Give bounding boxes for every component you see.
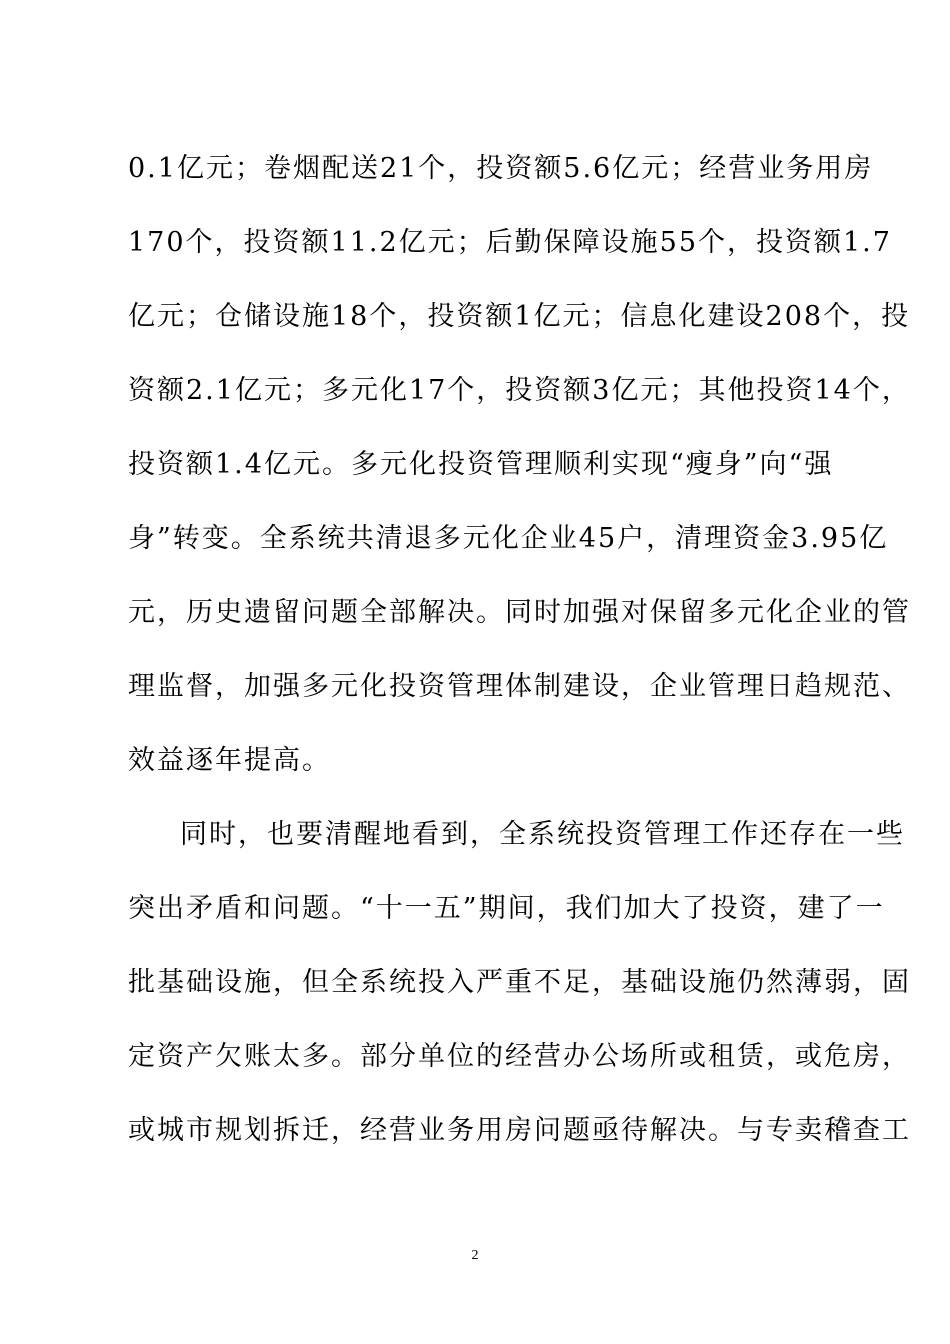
text-line: 效益逐年提高。: [128, 745, 331, 776]
text-line: 资额2.1亿元；多元化17个，投资额3亿元；其他投资14个，: [128, 375, 911, 406]
text-line: 身”转变。全系统共清退多元化企业45户，清理资金3.95亿: [128, 523, 889, 554]
text-line: 170个，投资额11.2亿元；后勤保障设施55个，投资额1.7: [128, 227, 892, 258]
text-line: 投资额1.4亿元。多元化投资管理顺利实现“瘦身”向“强: [128, 449, 834, 480]
paragraph-first-line: 同时，也要清醒地看到，全系统投资管理工作还存在一些: [180, 819, 905, 850]
text-line: 0.1亿元；卷烟配送21个，投资额5.6亿元；经营业务用房: [128, 153, 874, 184]
text-line: 突出矛盾和问题。“十一五”期间，我们加大了投资，建了一: [128, 893, 885, 924]
page-number: 2: [471, 1248, 479, 1263]
text-line: 批基础设施，但全系统投入严重不足，基础设施仍然薄弱，固: [128, 967, 911, 998]
text-line: 理监督，加强多元化投资管理体制建设，企业管理日趋规范、: [128, 671, 911, 702]
text-line: 或城市规划拆迁，经营业务用房问题亟待解决。与专卖稽查工: [128, 1115, 911, 1146]
text-line: 元，历史遗留问题全部解决。同时加强对保留多元化企业的管: [128, 597, 911, 628]
text-line: 定资产欠账太多。部分单位的经营办公场所或租赁，或危房，: [128, 1041, 911, 1072]
text-line: 亿元；仓储设施18个，投资额1亿元；信息化建设208个，投: [128, 301, 911, 332]
